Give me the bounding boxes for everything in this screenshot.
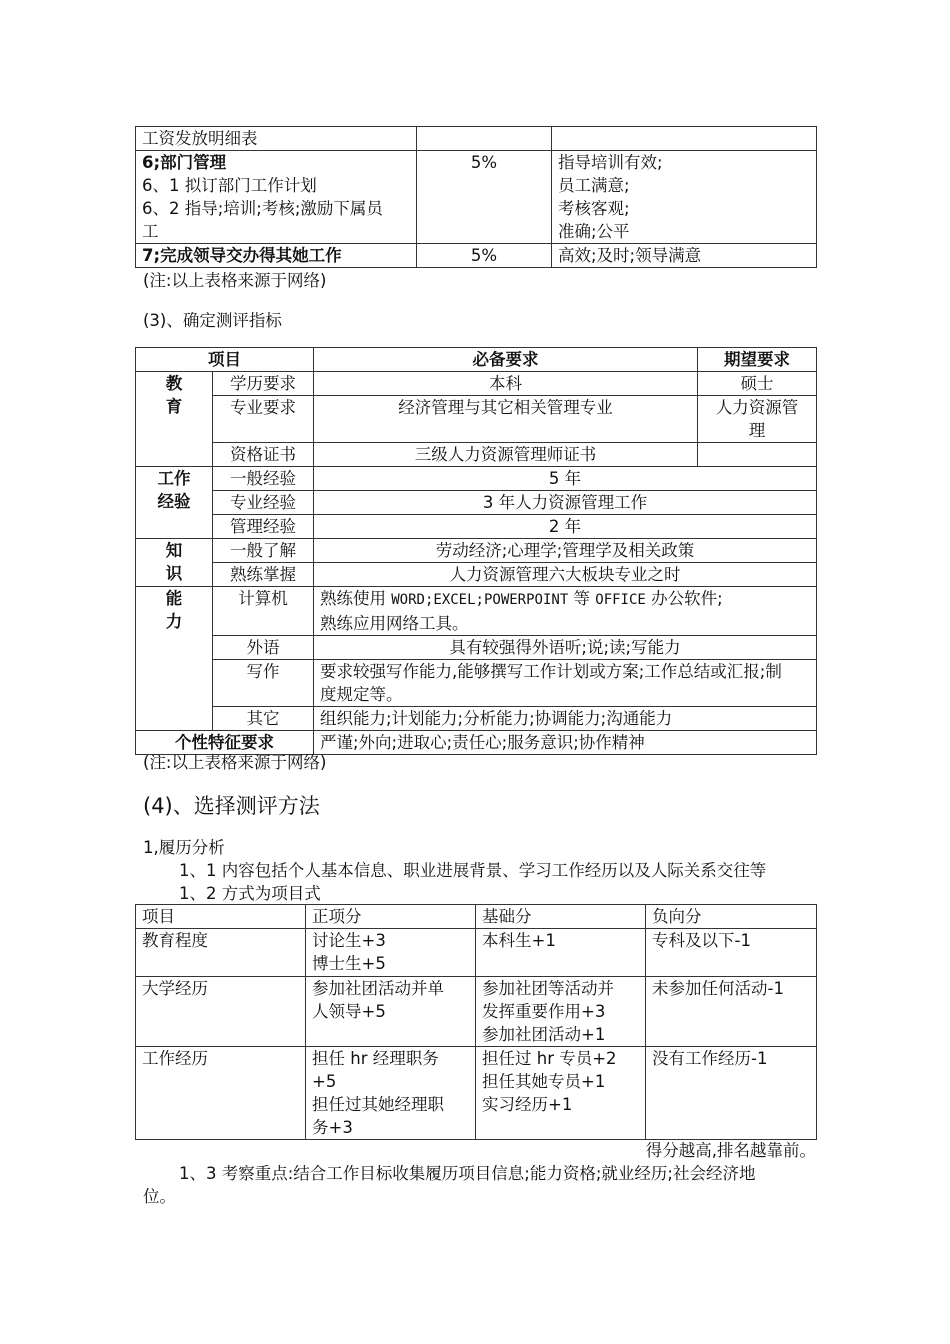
table-row — [136, 151, 817, 244]
sub-label: 其它 — [213, 707, 314, 731]
table-row — [136, 396, 817, 443]
header-cell: 基础分 — [476, 905, 646, 929]
table-header-row — [136, 905, 817, 929]
required-cell: 经济管理与其它相关管理专业 — [314, 396, 698, 443]
expected-line: 理 — [748, 421, 766, 440]
negative-cell — [646, 929, 817, 977]
score-line: 未参加任何活动-1 — [652, 979, 784, 998]
table-row — [136, 587, 817, 636]
duty-title: 6;部门管理 — [142, 153, 227, 172]
duty-line: 工 — [142, 222, 159, 241]
group-ability — [136, 587, 213, 731]
base-cell — [476, 929, 646, 977]
positive-cell — [306, 1047, 476, 1140]
header-expected: 期望要求 — [698, 348, 817, 372]
header-cell: 正项分 — [306, 905, 476, 929]
required-cell: 5 年 — [314, 467, 817, 491]
expected-cell — [698, 443, 817, 467]
weight-cell: 5% — [417, 244, 552, 268]
group-education — [136, 372, 213, 467]
weight-cell: 5% — [417, 151, 552, 244]
source-note: (注:以上表格来源于网络) — [143, 753, 327, 772]
header-required: 必备要求 — [314, 348, 698, 372]
duty-line: 6、1 拟订部门工作计划 — [142, 176, 317, 195]
required-cell: 3 年人力资源管理工作 — [314, 491, 817, 515]
duty-cell — [136, 151, 417, 244]
criteria-cell: 高效;及时;领导满意 — [552, 244, 817, 268]
sub-label: 写作 — [213, 660, 314, 707]
group-label: 能 — [165, 589, 183, 608]
criteria-line: 员工满意; — [558, 176, 630, 195]
score-line: 担任 hr 经理职务 — [312, 1049, 439, 1068]
required-cell: 三级人力资源管理师证书 — [314, 443, 698, 467]
sub-label: 专业要求 — [213, 396, 314, 443]
item-cell: 大学经历 — [136, 977, 306, 1047]
score-line: 发挥重要作用+3 — [482, 1002, 606, 1021]
required-cell: 2 年 — [314, 515, 817, 539]
table-row — [136, 443, 817, 467]
header-item: 项目 — [136, 348, 314, 372]
sub-label: 管理经验 — [213, 515, 314, 539]
text-span: 办公软件; — [645, 589, 723, 608]
duty-cell: 7;完成领导交办得其她工作 — [136, 244, 417, 268]
table-row — [136, 515, 817, 539]
header-cell: 项目 — [136, 905, 306, 929]
header-cell: 负向分 — [646, 905, 817, 929]
resume-line: 1、1 内容包括个人基本信息、职业进展背景、学习工作经历以及人际关系交往等 — [179, 861, 767, 880]
expected-cell: 硕士 — [698, 372, 817, 396]
required-cell — [314, 660, 817, 707]
group-label: 工作 — [157, 469, 191, 488]
group-label: 经验 — [157, 492, 191, 511]
duty-table — [135, 126, 817, 268]
score-line: 人领导+5 — [312, 1002, 386, 1021]
sub-label: 资格证书 — [213, 443, 314, 467]
table-row — [136, 707, 817, 731]
text-span: 熟练使用 — [320, 589, 392, 608]
required-cell: 严谨;外向;进取心;责任心;服务意识;协作精神 — [314, 731, 817, 755]
computer-line: 熟练应用网络工具。 — [320, 614, 469, 633]
score-line: 参加社团活动+1 — [482, 1025, 606, 1044]
score-line: 没有工作经历-1 — [652, 1049, 768, 1068]
sub-label: 外语 — [213, 636, 314, 660]
required-cell: 人力资源管理六大板块专业之时 — [314, 563, 817, 587]
table-row — [136, 929, 817, 977]
group-label: 育 — [165, 397, 183, 416]
table-row — [136, 467, 817, 491]
required-cell — [314, 587, 817, 636]
group-label: 知 — [165, 541, 183, 560]
positive-cell — [306, 977, 476, 1047]
table-row — [136, 636, 817, 660]
score-line: 专科及以下-1 — [652, 931, 751, 950]
table-row — [136, 372, 817, 396]
score-line: +5 — [312, 1072, 337, 1091]
score-line: 实习经历+1 — [482, 1095, 573, 1114]
software-name: OFFICE — [595, 592, 646, 608]
sub-label: 学历要求 — [213, 372, 314, 396]
positive-cell — [306, 929, 476, 977]
write-line: 度规定等。 — [320, 685, 403, 704]
section-heading: (3)、确定测评指标 — [143, 311, 282, 330]
score-line: 讨论生+3 — [312, 931, 386, 950]
duty-cell: 工资发放明细表 — [136, 127, 417, 151]
sub-label: 一般了解 — [213, 539, 314, 563]
expected-line: 人力资源管 — [715, 398, 799, 417]
source-note: (注:以上表格来源于网络) — [143, 271, 327, 290]
group-knowledge — [136, 539, 213, 587]
required-cell: 具有较强得外语听;说;读;写能力 — [314, 636, 817, 660]
indicator-table — [135, 347, 817, 755]
score-line: 参加社团等活动并 — [482, 979, 614, 998]
table-row — [136, 244, 817, 268]
score-note: 得分越高,排名越靠前。 — [645, 1141, 816, 1160]
resume-title: 1,履历分析 — [143, 838, 225, 857]
write-line: 要求较强写作能力,能够撰写工作计划或方案;工作总结或汇报;制 — [320, 662, 782, 681]
table-header-row — [136, 348, 817, 372]
criteria-line: 考核客观; — [558, 199, 630, 218]
computer-line — [320, 587, 810, 612]
negative-cell — [646, 977, 817, 1047]
table-row — [136, 977, 817, 1047]
sub-label: 计算机 — [213, 587, 314, 636]
scoring-table — [135, 904, 817, 1140]
table-row — [136, 491, 817, 515]
personality-label: 个性特征要求 — [136, 731, 314, 755]
group-label: 教 — [165, 374, 183, 393]
criteria-cell — [552, 127, 817, 151]
duty-line: 6、2 指导;培训;考核;激励下属员 — [142, 199, 383, 218]
score-line: 担任其她专员+1 — [482, 1072, 606, 1091]
item-cell: 工作经历 — [136, 1047, 306, 1140]
base-cell — [476, 1047, 646, 1140]
table-row — [136, 1047, 817, 1140]
group-experience — [136, 467, 213, 539]
criteria-line: 指导培训有效; — [558, 153, 663, 172]
score-line: 博士生+5 — [312, 954, 386, 973]
focus-line: 位。 — [143, 1187, 176, 1206]
software-list: WORD;EXCEL;POWERPOINT — [391, 592, 569, 608]
sub-label: 专业经验 — [213, 491, 314, 515]
text-span: 等 — [568, 589, 596, 608]
sub-label: 熟练掌握 — [213, 563, 314, 587]
criteria-line: 准确;公平 — [558, 222, 630, 241]
score-line: 担任过其她经理职 — [312, 1095, 444, 1114]
score-line: 担任过 hr 专员+2 — [482, 1049, 617, 1068]
criteria-cell — [552, 151, 817, 244]
required-cell: 本科 — [314, 372, 698, 396]
table-row — [136, 660, 817, 707]
negative-cell — [646, 1047, 817, 1140]
weight-cell — [417, 127, 552, 151]
required-cell: 组织能力;计划能力;分析能力;协调能力;沟通能力 — [314, 707, 817, 731]
item-cell: 教育程度 — [136, 929, 306, 977]
table-row — [136, 563, 817, 587]
section-heading: (4)、选择测评方法 — [143, 794, 320, 818]
expected-cell — [698, 396, 817, 443]
resume-line: 1、2 方式为项目式 — [179, 884, 321, 903]
score-line: 务+3 — [312, 1118, 353, 1137]
group-label: 识 — [165, 564, 183, 583]
base-cell — [476, 977, 646, 1047]
sub-label: 一般经验 — [213, 467, 314, 491]
score-line: 本科生+1 — [482, 931, 556, 950]
table-row — [136, 539, 817, 563]
group-label: 力 — [165, 612, 183, 631]
required-cell: 劳动经济;心理学;管理学及相关政策 — [314, 539, 817, 563]
focus-line: 1、3 考察重点:结合工作目标收集履历项目信息;能力资格;就业经历;社会经济地 — [179, 1164, 756, 1183]
table-row — [136, 127, 817, 151]
score-line: 参加社团活动并单 — [312, 979, 444, 998]
